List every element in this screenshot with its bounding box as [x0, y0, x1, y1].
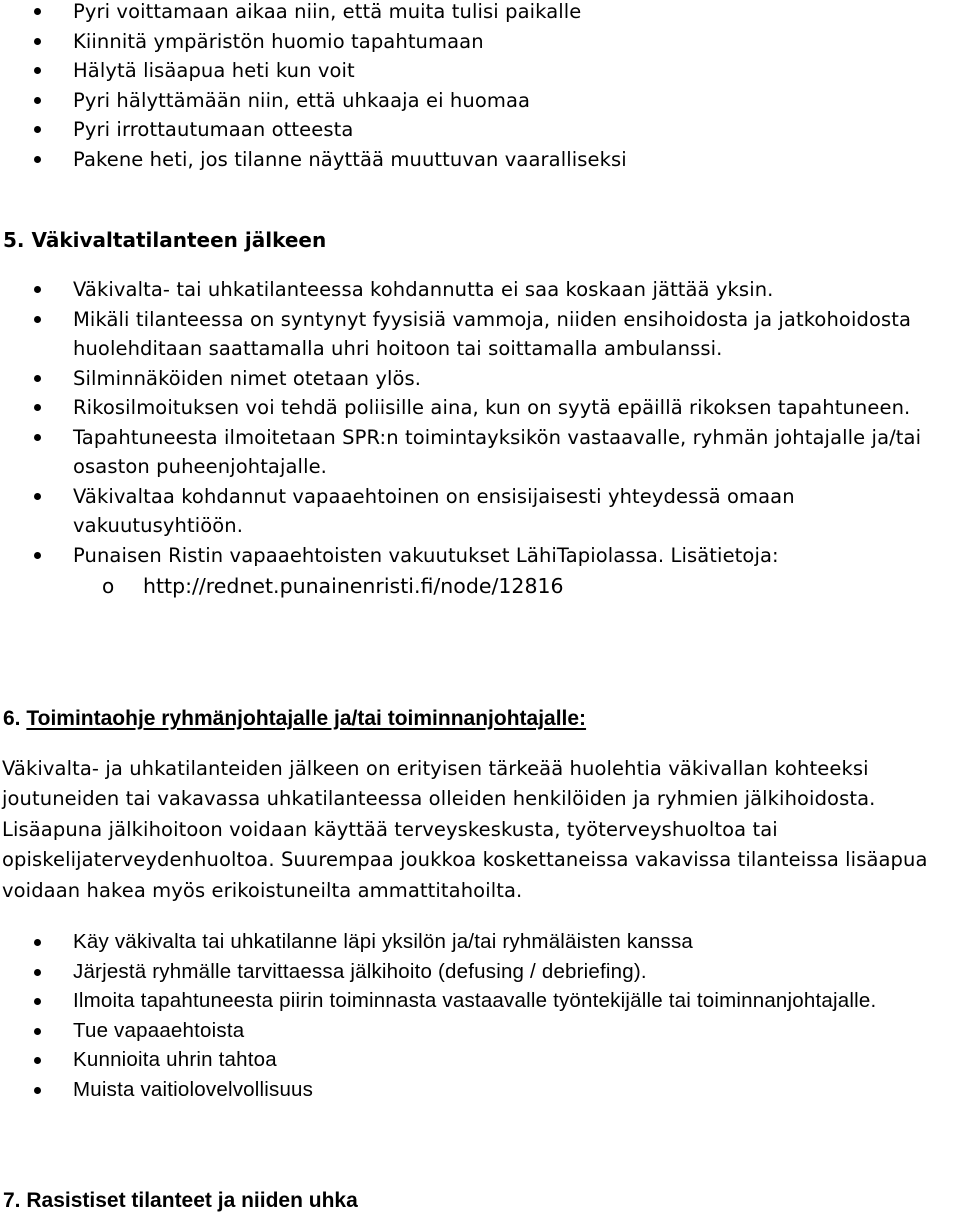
bullet-icon	[34, 67, 41, 74]
bullet-icon	[34, 998, 41, 1005]
list-item-text: Järjestä ryhmälle tarvittaessa jälkihoito (defusing / debriefing).	[73, 959, 647, 983]
list-item	[0, 275, 960, 305]
sub-list-item	[0, 570, 960, 602]
list-item	[0, 56, 960, 86]
list-item	[0, 541, 960, 571]
section-7-heading: 7. Rasistiset tilanteet ja niiden uhka	[3, 1189, 358, 1212]
list-item-text: Mikäli tilanteessa on syntynyt fyysisiä vammoja, niiden ensihoidosta ja jatkohoidosta huolehditaan saattamalla uhri hoitoon tai soittamalla ambulanssi.	[73, 307, 912, 360]
top-bullet-list	[0, 0, 960, 174]
bullet-icon	[34, 939, 41, 946]
list-item-text: Pyri hälyttämään niin, että uhkaaja ei huomaa	[73, 88, 531, 112]
list-item	[0, 364, 960, 394]
list-item	[0, 145, 960, 175]
bullet-icon	[34, 97, 41, 104]
list-item-text: Ilmoita tapahtuneesta piirin toiminnasta vastaavalle työntekijälle tai toiminnanjohtajalle.	[73, 989, 877, 1012]
bullet-icon	[34, 286, 41, 293]
section-6-paragraph: Väkivalta- ja uhkatilanteiden jälkeen on erityisen tärkeää huolehtia väkivallan kohteeksi joutuneiden tai vakavassa uhkatilanteessa olleiden henkilöiden ja ryhmien jälkihoidosta. Lisäapuna jälkihoitoon voidaan käyttää terveyskeskusta, työterveyshuoltoa tai opiskelijaterveydenhuoltoa. Suurempaa joukkoa koskettaneissa vakavissa tilanteissa lisäapua voidaan hakea myös erikoistuneilta ammattitahoilta.	[2, 757, 928, 902]
section-6-bullet-list	[0, 927, 960, 1104]
list-item	[0, 27, 960, 57]
bullet-icon	[34, 493, 41, 500]
list-item-text: Rikosilmoituksen voi tehdä poliisille aina, kun on syytä epäillä rikoksen tapahtuneen.	[73, 396, 911, 419]
bullet-icon	[34, 316, 41, 323]
list-item-text: Kunnioita uhrin tahtoa	[73, 1048, 277, 1071]
list-item	[0, 482, 960, 541]
list-item	[0, 927, 960, 957]
bullet-icon	[34, 434, 41, 441]
list-item-text: Väkivalta- tai uhkatilanteessa kohdannutta ei saa koskaan jättää yksin.	[73, 278, 774, 301]
bullet-icon	[34, 156, 41, 163]
rednet-link[interactable]: http://rednet.punainenristi.fi/node/12816	[143, 574, 564, 598]
section-5-bullet-list	[0, 275, 960, 570]
bullet-icon	[34, 126, 41, 133]
list-item-text: Punaisen Ristin vapaaehtoisten vakuutukset LähiTapiolassa. Lisätietoja:	[73, 543, 779, 567]
list-item	[0, 0, 960, 27]
bullet-icon	[34, 969, 41, 976]
list-item-text: Kiinnitä ympäristön huomio tapahtumaan	[73, 29, 484, 53]
list-item	[0, 1045, 960, 1075]
list-item	[0, 1016, 960, 1046]
bullet-icon	[34, 404, 41, 411]
list-item	[0, 305, 960, 364]
bullet-icon	[34, 1028, 41, 1035]
list-item-text: Väkivaltaa kohdannut vapaaehtoinen on ensisijaisesti yhteydessä omaan vakuutusyhtiöön.	[73, 484, 795, 537]
list-item	[0, 423, 960, 482]
section-6-number: 6.	[3, 707, 21, 730]
list-item-text: Silminnäköiden nimet otetaan ylös.	[73, 366, 422, 390]
list-item-text: Hälytä lisäapua heti kun voit	[73, 59, 355, 82]
list-item	[0, 957, 960, 987]
list-item-text: Tapahtuneesta ilmoitetaan SPR:n toimintayksikön vastaavalle, ryhmän johtajalle ja/tai osaston puheenjohtajalle.	[73, 425, 922, 478]
list-item	[0, 1075, 960, 1105]
bullet-icon	[34, 552, 41, 559]
section-6-title: Toimintaohje ryhmänjohtajalle ja/tai toiminnanjohtajalle:	[26, 707, 587, 730]
bullet-icon	[34, 38, 41, 45]
list-item	[0, 393, 960, 423]
list-item-text: Pyri irrottautumaan otteesta	[73, 118, 354, 141]
list-item-text: Tue vapaaehtoista	[73, 1018, 245, 1042]
circle-bullet-icon: o	[102, 574, 115, 598]
list-item-text: Pakene heti, jos tilanne näyttää muuttuvan vaaralliseksi	[73, 147, 627, 171]
list-item-text: Käy väkivalta tai uhkatilanne läpi yksilön ja/tai ryhmäläisten kanssa	[73, 930, 694, 953]
list-item	[0, 86, 960, 116]
list-item-text: Pyri voittamaan aikaa niin, että muita tulisi paikalle	[73, 0, 582, 23]
bullet-icon	[34, 1057, 41, 1064]
list-item	[0, 986, 960, 1016]
list-item	[0, 115, 960, 145]
section-6-heading	[3, 704, 586, 734]
bullet-icon	[34, 1087, 41, 1094]
bullet-icon	[34, 375, 41, 382]
section-5-heading: 5. Väkivaltatilanteen jälkeen	[3, 228, 327, 252]
bullet-icon	[34, 8, 41, 15]
list-item-text: Muista vaitiolovelvollisuus	[73, 1077, 314, 1101]
